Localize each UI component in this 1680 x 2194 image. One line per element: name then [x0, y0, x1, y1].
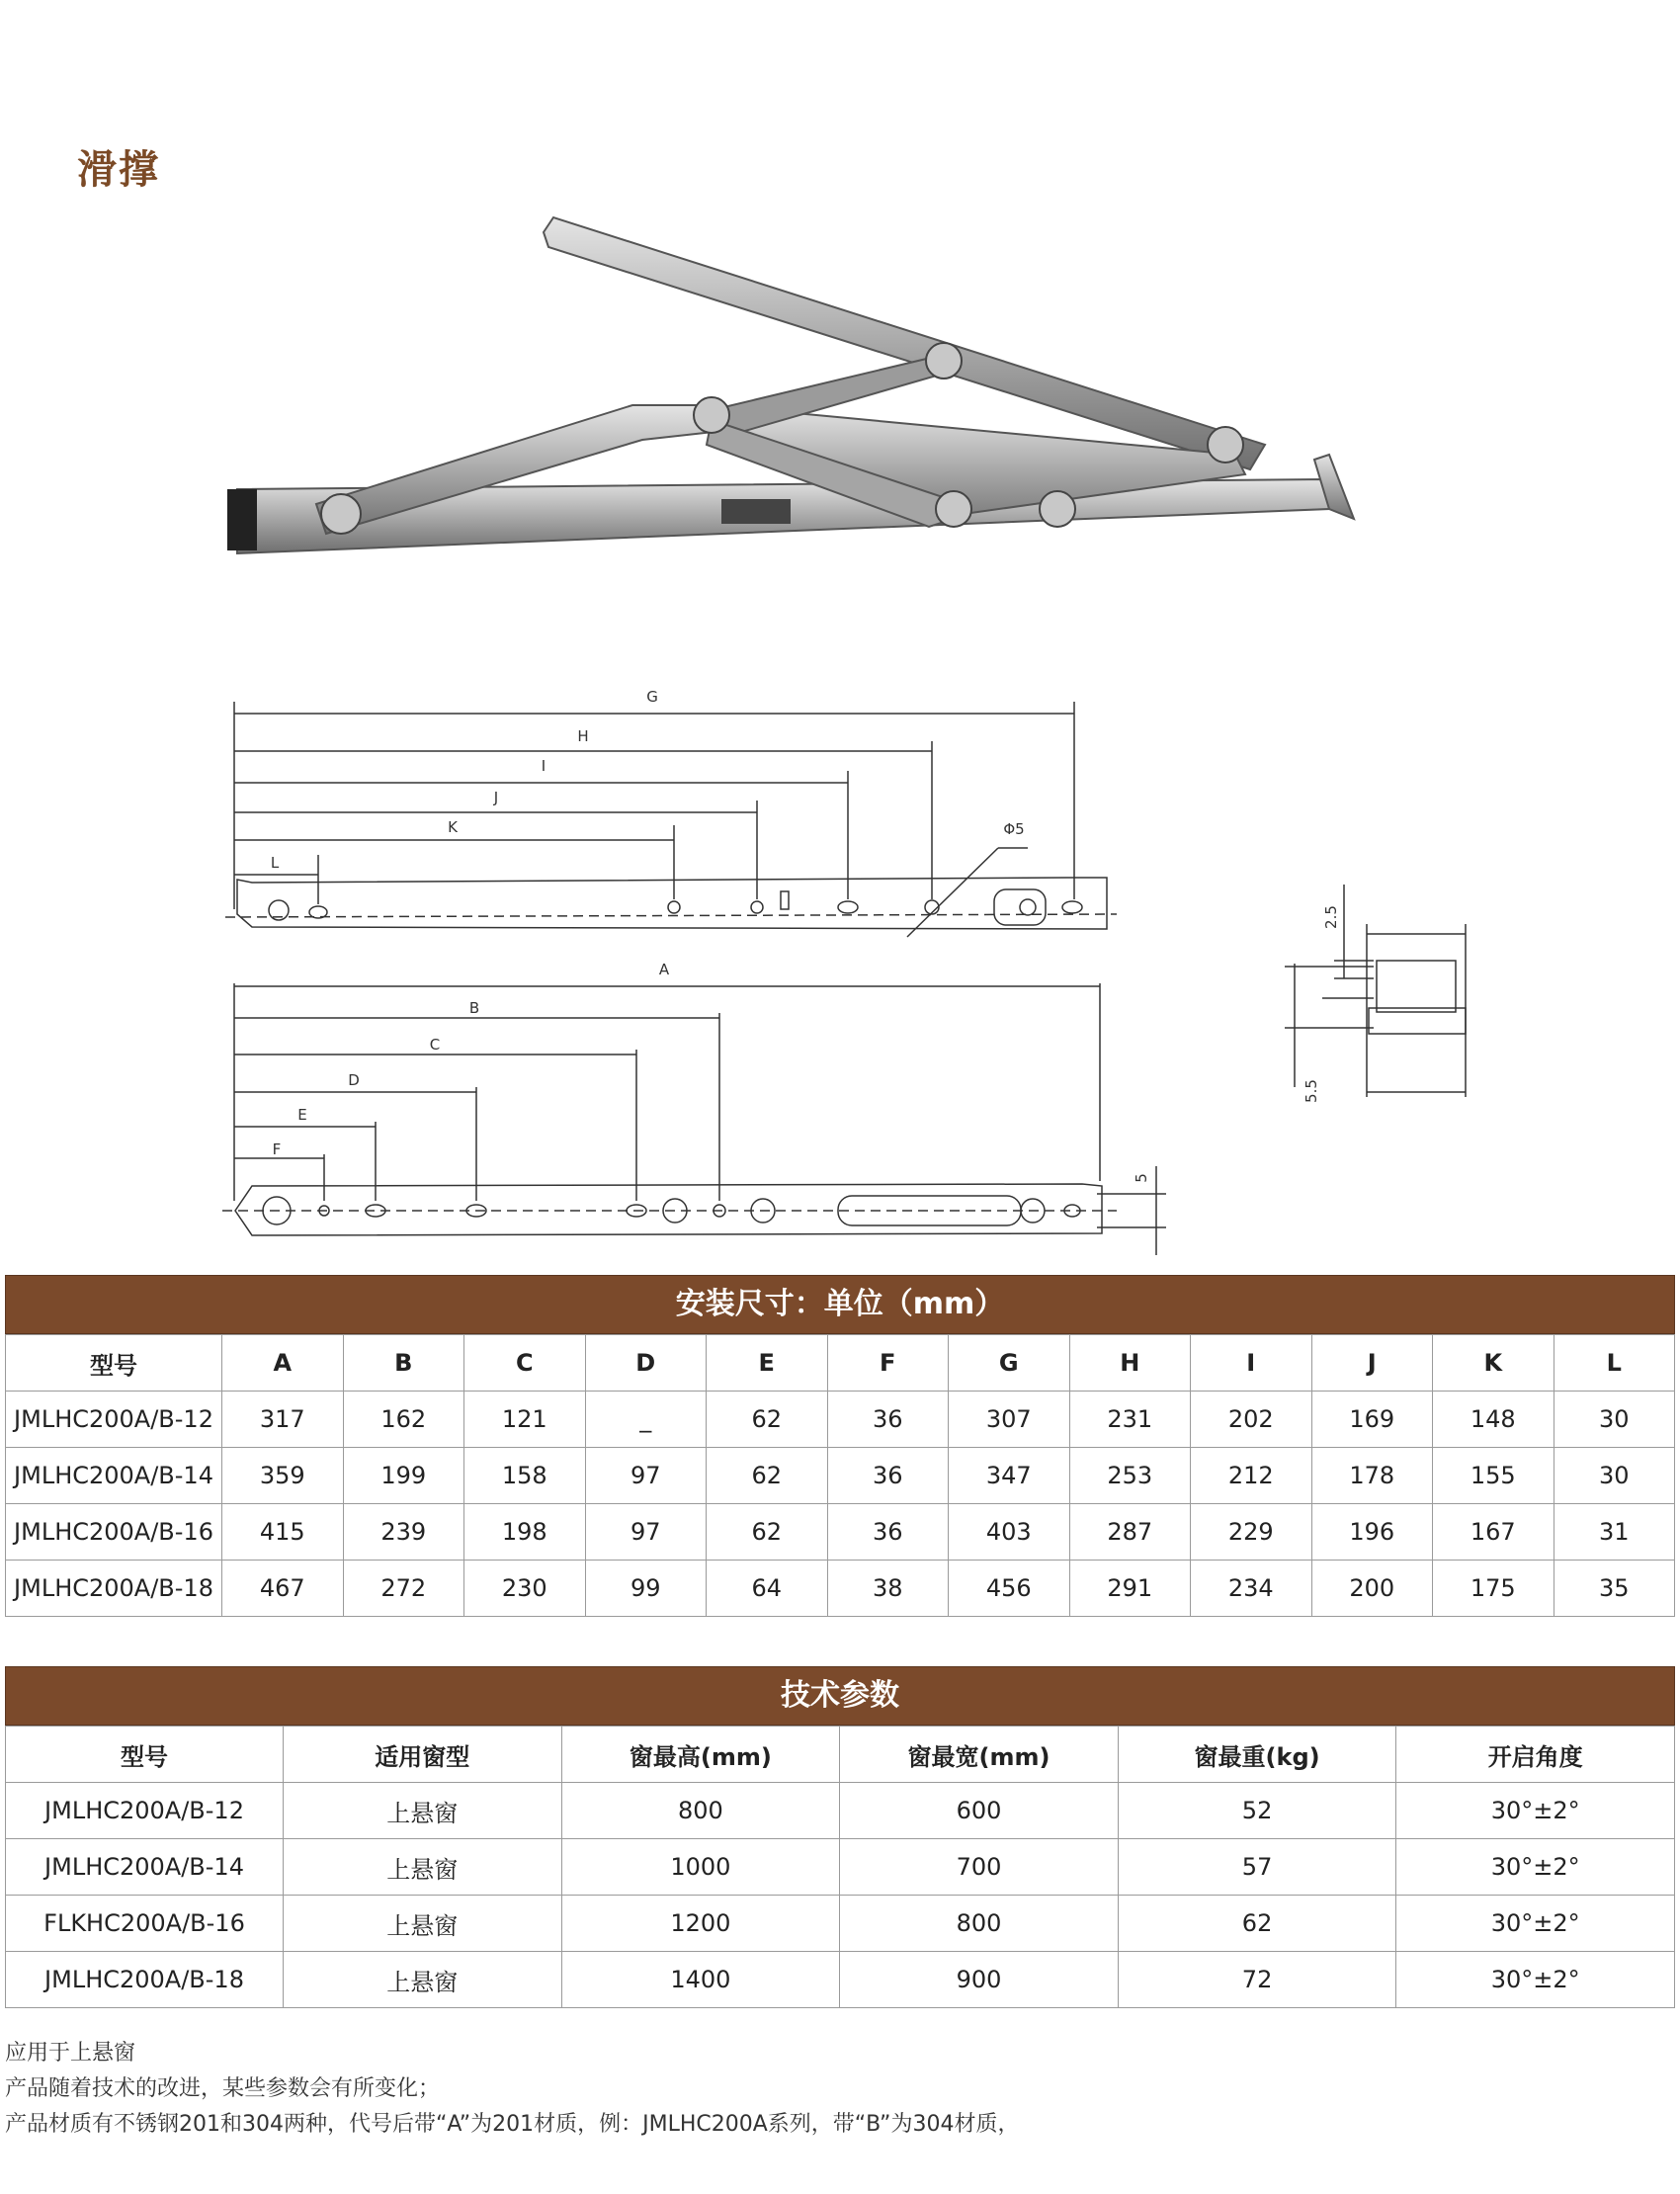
header-cell: L [1554, 1335, 1675, 1392]
table-cell: 175 [1433, 1561, 1554, 1617]
table-cell: 212 [1191, 1448, 1312, 1504]
table-cell: 148 [1433, 1392, 1554, 1448]
header-cell: F [827, 1335, 949, 1392]
table-cell: 97 [585, 1504, 707, 1561]
table-cell: 上悬窗 [284, 1783, 562, 1839]
table-row [6, 1952, 1675, 2008]
header-cell: E [707, 1335, 828, 1392]
header-cell: 型号 [6, 1335, 222, 1392]
table-cell: JMLHC200A/B-18 [6, 1952, 284, 2008]
header-cell: C [464, 1335, 586, 1392]
dim-label-e: E [297, 1106, 307, 1124]
table-cell: 上悬窗 [284, 1896, 562, 1952]
dim-label-5-5: 5.5 [1302, 1079, 1320, 1103]
table-cell: 121 [464, 1392, 586, 1448]
table-cell: 36 [827, 1448, 949, 1504]
tech-table-title: 技术参数 [5, 1666, 1675, 1726]
table-row [6, 1896, 1675, 1952]
table-cell: 99 [585, 1561, 707, 1617]
table-cell: 317 [222, 1392, 344, 1448]
table-cell: 36 [827, 1392, 949, 1448]
header-cell: 窗最宽(mm) [840, 1727, 1119, 1783]
friction-stay-photo [217, 212, 1384, 568]
table-cell: 800 [561, 1783, 840, 1839]
header-cell: 窗最高(mm) [561, 1727, 840, 1783]
dim-label-f: F [272, 1140, 282, 1158]
table-cell: 31 [1554, 1504, 1675, 1561]
table-cell: 202 [1191, 1392, 1312, 1448]
table-cell: _ [585, 1392, 707, 1448]
table-cell: 30 [1554, 1448, 1675, 1504]
header-cell: D [585, 1335, 707, 1392]
note-line: 产品随着技术的改进，某些参数会有所变化； [5, 2076, 441, 2101]
table-cell: 467 [222, 1561, 344, 1617]
table-cell: 上悬窗 [284, 1839, 562, 1896]
table-cell: 62 [707, 1392, 828, 1448]
dim-label-c: C [429, 1036, 441, 1054]
header-cell: G [949, 1335, 1070, 1392]
table-cell: 229 [1191, 1504, 1312, 1561]
table-cell: 62 [707, 1448, 828, 1504]
table-cell: 456 [949, 1561, 1070, 1617]
table-cell: 169 [1311, 1392, 1433, 1448]
table-cell: 30°±2° [1396, 1952, 1675, 2008]
install-dimensions-table [5, 1275, 1675, 1617]
table-cell: 200 [1311, 1561, 1433, 1617]
install-table-title: 安装尺寸：单位（mm） [5, 1275, 1675, 1334]
dim-label-g: G [646, 688, 658, 706]
dim-label-l: L [270, 854, 280, 872]
table-row [6, 1448, 1675, 1504]
table-cell: 178 [1311, 1448, 1433, 1504]
dim-label-d: D [348, 1071, 360, 1089]
table-cell: 30°±2° [1396, 1783, 1675, 1839]
table-cell: 403 [949, 1504, 1070, 1561]
header-cell: H [1069, 1335, 1191, 1392]
tech-header-row [6, 1727, 1675, 1783]
table-cell: 1000 [561, 1839, 840, 1896]
table-cell: 167 [1433, 1504, 1554, 1561]
table-cell: 196 [1311, 1504, 1433, 1561]
table-cell: 35 [1554, 1561, 1675, 1617]
table-cell: 253 [1069, 1448, 1191, 1504]
header-cell: 适用窗型 [284, 1727, 562, 1783]
table-cell: 231 [1069, 1392, 1191, 1448]
table-cell: 155 [1433, 1448, 1554, 1504]
page-title: 滑撑 [77, 147, 160, 193]
table-cell: 287 [1069, 1504, 1191, 1561]
table-row [6, 1839, 1675, 1896]
dim-label-j: J [493, 789, 499, 806]
table-cell: 38 [827, 1561, 949, 1617]
table-row [6, 1392, 1675, 1448]
table-cell: JMLHC200A/B-14 [6, 1839, 284, 1896]
tech-params-table [5, 1666, 1675, 2008]
dim-label-i: I [541, 757, 546, 775]
table-cell: 上悬窗 [284, 1952, 562, 2008]
table-cell: 158 [464, 1448, 586, 1504]
table-cell: 30°±2° [1396, 1839, 1675, 1896]
table-cell: FLKHC200A/B-16 [6, 1896, 284, 1952]
header-cell: K [1433, 1335, 1554, 1392]
dim-label-h: H [577, 727, 589, 745]
table-cell: 272 [343, 1561, 464, 1617]
table-cell: 162 [343, 1392, 464, 1448]
table-cell: 30°±2° [1396, 1896, 1675, 1952]
header-cell: A [222, 1335, 344, 1392]
table-cell: 72 [1118, 1952, 1396, 2008]
dim-label-2-5: 2.5 [1322, 905, 1340, 929]
table-cell: 97 [585, 1448, 707, 1504]
dim-label-5: 5 [1133, 1173, 1150, 1183]
table-cell: 1200 [561, 1896, 840, 1952]
table-cell: JMLHC200A/B-12 [6, 1783, 284, 1839]
table-cell: 1400 [561, 1952, 840, 2008]
table-cell: 347 [949, 1448, 1070, 1504]
header-cell: J [1311, 1335, 1433, 1392]
table-cell: 52 [1118, 1783, 1396, 1839]
note-line: 应用于上悬窗 [5, 2041, 136, 2066]
table-cell: 36 [827, 1504, 949, 1561]
header-cell: 开启角度 [1396, 1727, 1675, 1783]
install-header-row [6, 1335, 1675, 1392]
table-cell: JMLHC200A/B-16 [6, 1504, 222, 1561]
dimension-drawings [0, 672, 1680, 1265]
table-cell: 199 [343, 1448, 464, 1504]
header-cell: 型号 [6, 1727, 284, 1783]
table-cell: JMLHC200A/B-18 [6, 1561, 222, 1617]
table-cell: 30 [1554, 1392, 1675, 1448]
table-cell: 57 [1118, 1839, 1396, 1896]
notes [5, 2036, 1019, 2143]
table-cell: 700 [840, 1839, 1119, 1896]
table-cell: 239 [343, 1504, 464, 1561]
dim-label-k: K [448, 818, 458, 836]
table-row [6, 1504, 1675, 1561]
table-cell: 359 [222, 1448, 344, 1504]
table-cell: JMLHC200A/B-14 [6, 1448, 222, 1504]
table-cell: 291 [1069, 1561, 1191, 1617]
table-row [6, 1561, 1675, 1617]
dim-label-a: A [658, 961, 670, 978]
header-cell: 窗最重(kg) [1118, 1727, 1396, 1783]
table-cell: 234 [1191, 1561, 1312, 1617]
table-cell: 62 [1118, 1896, 1396, 1952]
table-row [6, 1783, 1675, 1839]
table-cell: 600 [840, 1783, 1119, 1839]
note-line: 产品材质有不锈钢201和304两种，代号后带“A”为201材质，例：JMLHC200A系列，带“B”为304材质， [5, 2112, 1020, 2137]
dim-label-b: B [468, 999, 480, 1017]
table-cell: 900 [840, 1952, 1119, 2008]
header-cell: B [343, 1335, 464, 1392]
header-cell: I [1191, 1335, 1312, 1392]
table-cell: 307 [949, 1392, 1070, 1448]
table-cell: 230 [464, 1561, 586, 1617]
table-cell: 415 [222, 1504, 344, 1561]
table-cell: 198 [464, 1504, 586, 1561]
table-cell: 800 [840, 1896, 1119, 1952]
table-cell: 64 [707, 1561, 828, 1617]
table-cell: JMLHC200A/B-12 [6, 1392, 222, 1448]
dim-label-phi: Φ5 [1003, 820, 1025, 838]
table-cell: 62 [707, 1504, 828, 1561]
